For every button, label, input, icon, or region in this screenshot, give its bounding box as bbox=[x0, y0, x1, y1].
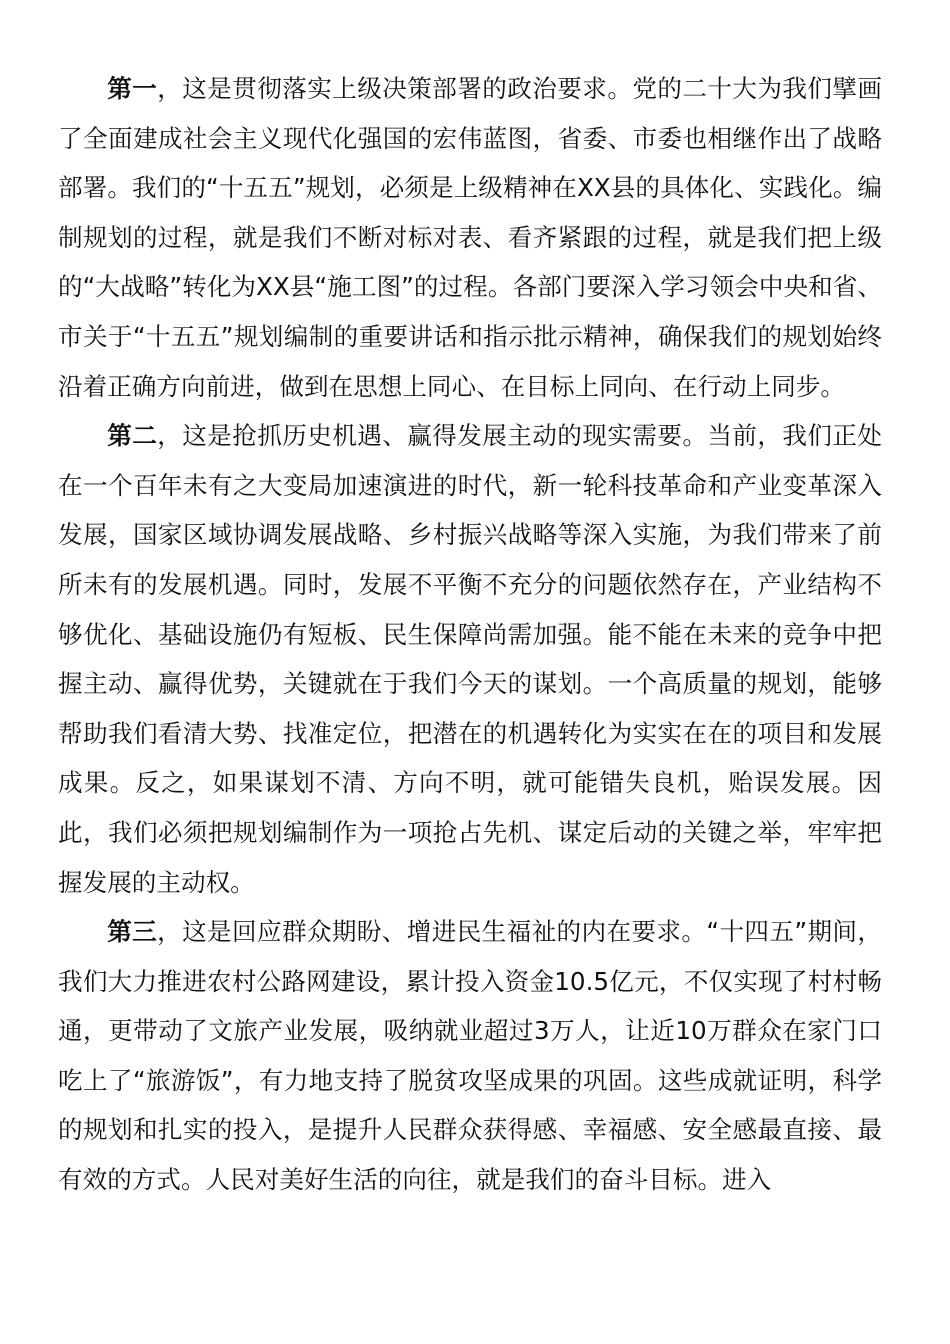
paragraph-third bbox=[58, 907, 882, 1205]
paragraph-first bbox=[58, 64, 882, 411]
paragraph-body-third: ，这是回应群众期盼、增进民生福祉的内在要求。“十四五”期间，我们大力推进农村公路网建设，累计投入资金10.5亿元，不仅实现了村村畅通，更带动了文旅产业发展，吸纳就业超过3万人，让近10万群众在家门口吃上了“旅游饭”，有力地支持了脱贫攻坚成果的巩固。这些成就证明，科学的规划和扎实的投入，是提升人民群众获得感、幸福感、安全感最直接、最有效的方式。人民对美好生活的向往，就是我们的奋斗目标。进入 bbox=[58, 917, 882, 1195]
paragraph-second bbox=[58, 411, 882, 907]
document-page bbox=[58, 64, 882, 1205]
paragraph-body-first: ，这是贯彻落实上级决策部署的政治要求。党的二十大为我们擘画了全面建成社会主义现代化强国的宏伟蓝图，省委、市委也相继作出了战略部署。我们的“十五五”规划，必须是上级精神在XX县的具体化、实践化。编制规划的过程，就是我们不断对标对表、看齐紧跟的过程，就是我们把上级的“大战略”转化为XX县“施工图”的过程。各部门要深入学习领会中央和省、市关于“十五五”规划编制的重要讲话和指示批示精神，确保我们的规划始终沿着正确方向前进，做到在思想上同心、在目标上同向、在行动上同步。 bbox=[58, 74, 882, 401]
paragraph-lead-third: 第三 bbox=[107, 917, 158, 947]
paragraph-lead-second: 第二 bbox=[107, 421, 158, 451]
paragraph-body-second: ，这是抢抓历史机遇、赢得发展主动的现实需要。当前，我们正处在一个百年未有之大变局加速演进的时代，新一轮科技革命和产业变革深入发展，国家区域协调发展战略、乡村振兴战略等深入实施，为我们带来了前所未有的发展机遇。同时，发展不平衡不充分的问题依然存在，产业结构不够优化、基础设施仍有短板、民生保障尚需加强。能不能在未来的竞争中把握主动、赢得优势，关键就在于我们今天的谋划。一个高质量的规划，能够帮助我们看清大势、找准定位，把潜在的机遇转化为实实在在的项目和发展成果。反之，如果谋划不清、方向不明，就可能错失良机，贻误发展。因此，我们必须把规划编制作为一项抢占先机、谋定后动的关键之举，牢牢把握发展的主动权。 bbox=[58, 421, 882, 897]
paragraph-lead-first: 第一 bbox=[107, 74, 158, 103]
